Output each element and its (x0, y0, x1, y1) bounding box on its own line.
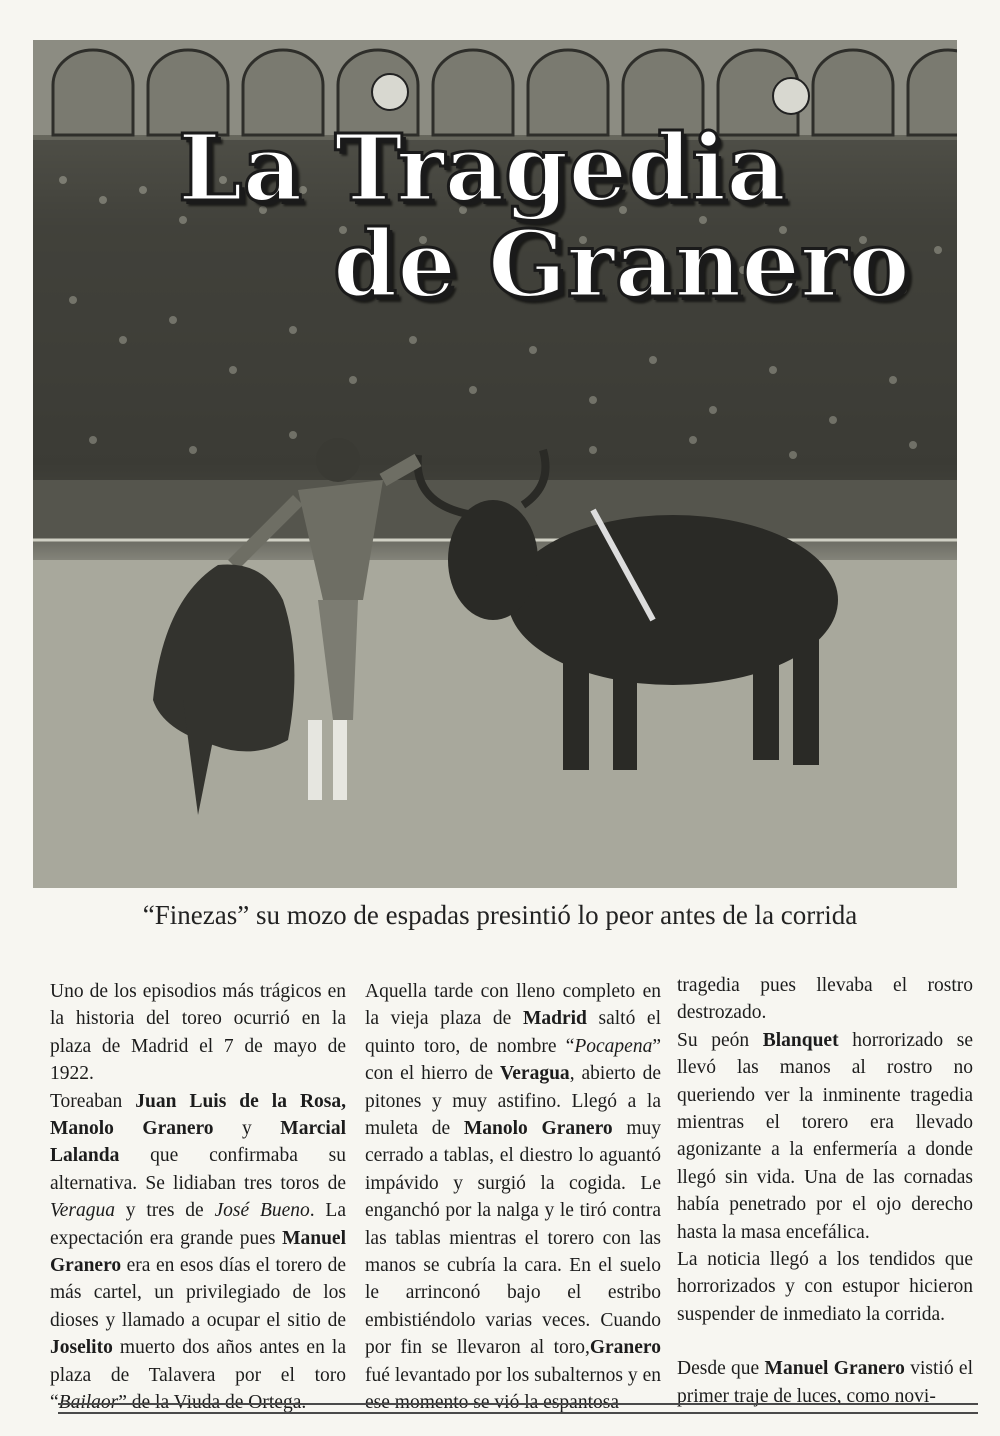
column-2 (365, 978, 661, 1417)
paragraph: Su peón Blanquet horrorizado se llevó las manos al rostro no queriendo ver la inminente tragedia mientras el torero era llevado agonizante a la enfermería a donde llegó sin vida. Una de las cornadas había penetrado por el ojo derecho hasta la masa encefálica. (677, 1029, 973, 1243)
column-3 (677, 972, 973, 1410)
paragraph: La noticia llegó a los tendidos que horrorizados y con estupor hicieron suspender de inmediato la corrida. (677, 1249, 973, 1325)
footer-rule (58, 1403, 978, 1405)
clock-icon (372, 74, 408, 110)
paragraph: Uno de los episodios más trágicos en la historia del toreo ocurrió en la plaza de Madrid el 7 de mayo de 1922. (50, 981, 346, 1085)
bullfight-photo (33, 40, 957, 888)
column-1 (50, 978, 346, 1417)
paragraph: Aquella tarde con lleno completo en la vieja plaza de Madrid saltó el quinto toro, de nombre “Pocapena” con el hierro de Veragua, abierto de pitones y muy astifino. Llegó a la muleta de Manolo Granero muy cerrado a tablas, el diestro lo aguantó impávido y surgió la cogida. Le enganchó por la nalga y le tiró contra las tablas mientras el torero con las manos se cubría la cara. En el suelo le arrinconó bajo el estribo embistiéndolo varias veces. Cuando por fin se llevaron al toro,Granero fué levantado por los subalternos y en ese momento se vió la espantosa (365, 981, 661, 1414)
clock-icon (773, 78, 809, 114)
paragraph: tragedia pues llevaba el rostro destrozado. (677, 975, 973, 1024)
title-line-2: de Granero (333, 210, 910, 318)
footer-rule (58, 1412, 978, 1414)
paragraph: Toreaban Juan Luis de la Rosa, Manolo Granero y Marcial Lalanda que confirmaba su alternativa. Se lidiaban tres toros de Veragua y tres de José Bueno. La expectación era grande pues Manuel Granero era en esos días el torero de más cartel, un privilegiado de los dioses y llamado a ocupar el sitio de Joselito muerto dos años antes en la plaza de Talavera por el toro “Bailaor” de la Viuda de Ortega. (50, 1090, 347, 1414)
article-title (33, 114, 957, 318)
paragraph: Desde que Manuel Granero vistió el primer traje de luces, como novi- (677, 1358, 973, 1407)
article-subtitle: “Finezas” su mozo de espadas presintió lo peor antes de la corrida (142, 900, 858, 930)
title-line-1: La Tragedia (178, 114, 786, 222)
